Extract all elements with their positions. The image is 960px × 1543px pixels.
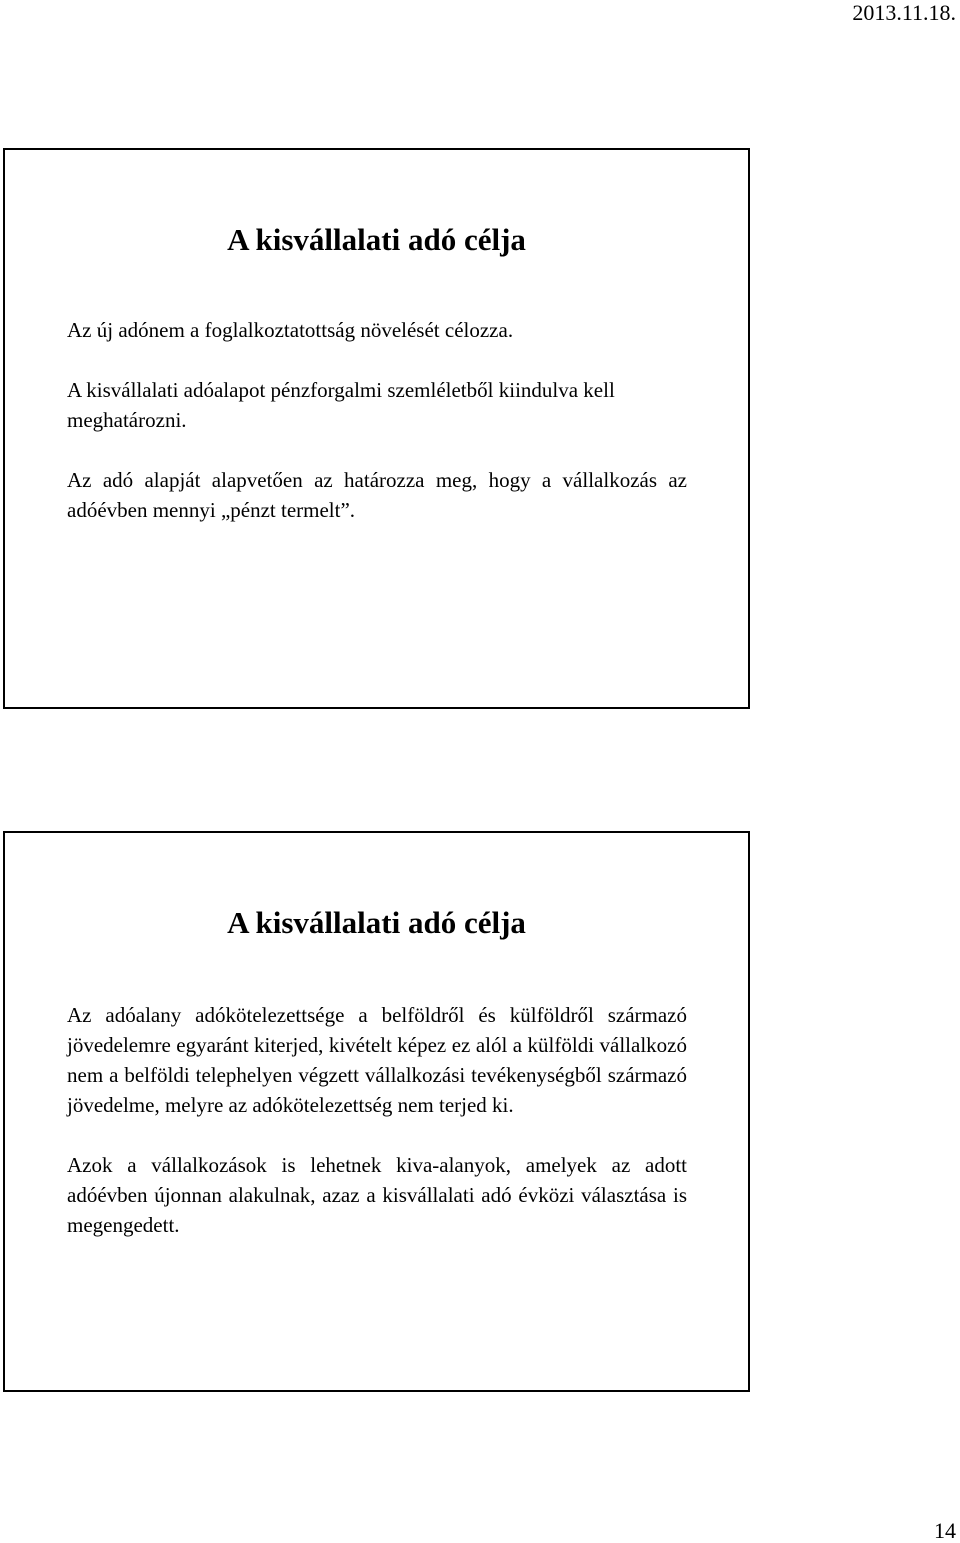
- slide-title: A kisvállalati adó célja: [227, 905, 526, 940]
- slide-body: [67, 315, 687, 555]
- slide-1: [3, 148, 750, 709]
- slide-2: [3, 831, 750, 1392]
- slide-paragraph: Az adó alapját alapvetően az határozza meg, hogy a vállalkozás az adóévben mennyi „pénzt termelt”.: [67, 468, 687, 522]
- slide-title: A kisvállalati adó célja: [227, 222, 526, 257]
- slide-paragraph: Az új adónem a foglalkoztatottság növelését célozza.: [67, 318, 514, 342]
- page-number: 14: [934, 1518, 956, 1543]
- page-date: 2013.11.18.: [852, 0, 956, 25]
- slide-paragraph: Az adóalany adókötelezettsége a belföldről és külföldről származó jövedelemre egyaránt kiterjed, kivételt képez ez alól a külföldi vállalkozó nem a belföldi telephelyen végzett vállalkozási tevékenységből származó jövedelme, melyre az adókötelezettség nem terjed ki.: [67, 1003, 687, 1117]
- slide-body: [67, 1000, 687, 1270]
- slide-paragraph: A kisvállalati adóalapot pénzforgalmi szemléletből kiindulva kell meghatározni.: [67, 378, 615, 432]
- slide-paragraph: Azok a vállalkozások is lehetnek kiva-alanyok, amelyek az adott adóévben újonnan alakulnak, azaz a kisvállalati adó évközi választása is megengedett.: [67, 1153, 687, 1237]
